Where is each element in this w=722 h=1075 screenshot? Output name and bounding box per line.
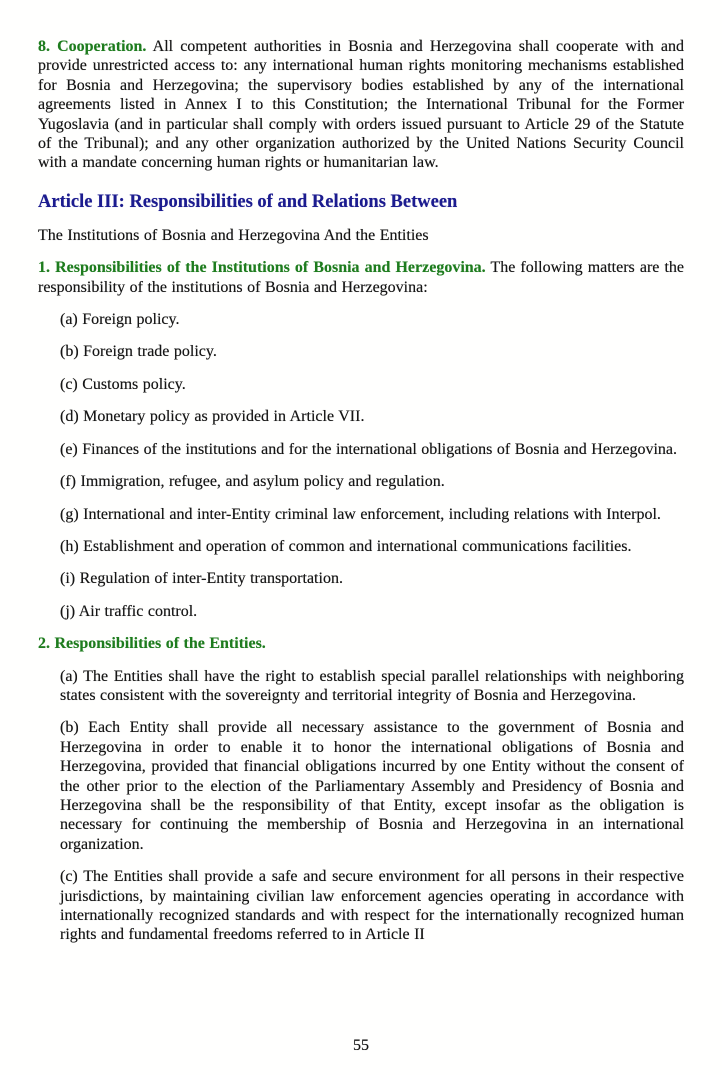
section-1-item-j: (j) Air traffic control. [60,602,198,620]
section-1-item-d: (d) Monetary policy as provided in Article VII. [60,408,365,426]
section-1-item-c: (c) Customs policy. [60,375,186,393]
section-1-item-a: (a) Foreign policy. [60,311,180,329]
section-1-intro-text: The following matters are the responsibility of the institutions of Bosnia and Herzegovina: [38,259,684,296]
section-2-item-b: (b) Each Entity shall provide all necessary assistance to the government of Bosnia and Herzegovina in order to enable it to honor the international obligations of Bosnia and Herzegovina, provided that financial obligations incurred by one Entity without the consent of the other prior to the election of the Parliamentary Assembly and Presidency of Bosnia and Herzegovina shall be the responsibility of that Entity, except insofar as the obligation is necessary for continuing the membership of Bosnia and Herzegovina in an international organization. [60,719,684,853]
section-1-item-e: (e) Finances of the institutions and for the international obligations of Bosnia and Herzegovina. [60,440,678,458]
section-1-label: 1. Responsibilities of the Institutions of Bosnia and Herzegovina. [38,259,486,277]
clause-8-label: 8. Cooperation. [38,38,147,55]
paragraph-clause-8-cooperation [38,37,684,173]
article-iii-subtitle: The Institutions of Bosnia and Herzegovina And the Entities [38,226,429,244]
section-1-item-b: (b) Foreign trade policy. [60,343,217,361]
section-1-item-h: (h) Establishment and operation of common and international communications facilities. [60,537,632,555]
section-2-item-a: (a) The Entities shall have the right to establish special parallel relationships with neighboring states consistent with the sovereignty and territorial integrity of Bosnia and Herzegovina. [60,667,684,704]
section-1-intro-paragraph [38,258,684,297]
section-1-item-i: (i) Regulation of inter-Entity transportation. [60,570,343,588]
section-1-item-g: (g) International and inter-Entity criminal law enforcement, including relations with Interpol. [60,505,661,523]
page-number: 55 [353,1037,369,1054]
clause-8-text: All competent authorities in Bosnia and Herzegovina shall cooperate with and provide unrestricted access to: any international human rights monitoring mechanisms established for Bosnia and Herzegovina; the supervisory bodies established by any of the international agreements listed in Annex I to this Constitution; the International Tribunal for the Former Yugoslavia (and in particular shall comply with orders issued pursuant to Article 29 of the Statute of the Tribunal); and any other organization authorized by the United Nations Security Council with a mandate concerning human rights or humanitarian law. [38,38,684,172]
article-iii-heading: Article III: Responsibilities of and Relations Between [38,191,458,212]
section-2-item-c: (c) The Entities shall provide a safe and secure environment for all persons in their respective jurisdictions, by maintaining civilian law enforcement agencies operating in accordance with internationally recognized standards and with respect for the internationally recognized human rights and fundamental freedoms referred to in Article II [60,868,684,944]
section-1-item-f: (f) Immigration, refugee, and asylum policy and regulation. [60,473,445,491]
section-2-label: 2. Responsibilities of the Entities. [38,635,266,653]
